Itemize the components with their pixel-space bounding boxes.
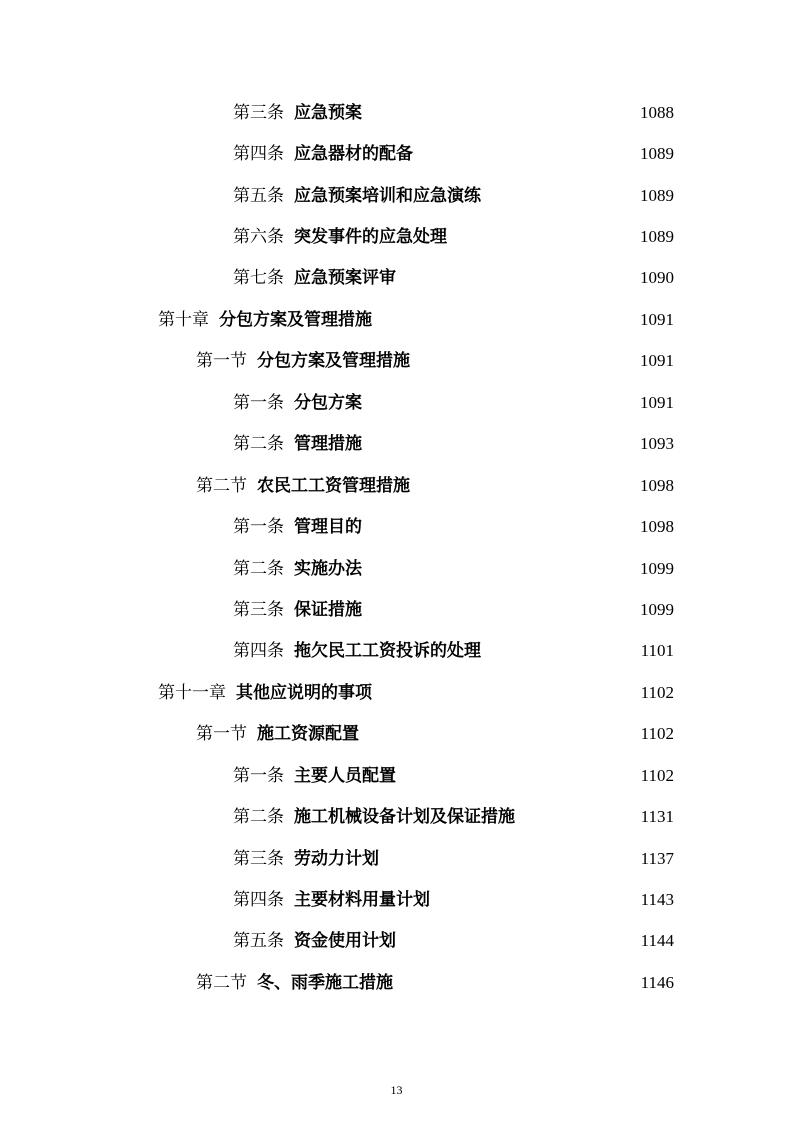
- toc-entry-number: 第五条: [233, 185, 284, 206]
- toc-entry-title: 应急器材的配备: [294, 144, 413, 165]
- toc-entry-number: 第二节: [196, 972, 247, 993]
- toc-entry-number: 第二条: [233, 807, 284, 828]
- toc-entry-title: 管理措施: [294, 434, 362, 455]
- toc-entry-title: 分包方案: [294, 392, 362, 413]
- toc-entry-content: [233, 766, 674, 786]
- toc-entry-content: [233, 517, 674, 537]
- toc-entry-page: 1144: [640, 931, 674, 951]
- toc-entry[interactable]: [0, 796, 793, 837]
- toc-entry-page: 1098: [640, 517, 674, 537]
- toc-entry-page: 1102: [640, 724, 674, 744]
- toc-entry-page: 1090: [640, 268, 674, 288]
- toc-entry-content: [233, 434, 674, 454]
- toc-entry[interactable]: [0, 714, 793, 755]
- toc-entry-content: [233, 559, 674, 579]
- toc-entry-page: 1091: [640, 351, 674, 371]
- toc-entry-content: [233, 600, 674, 620]
- toc-entry-title: 保证措施: [294, 599, 362, 620]
- toc-entry-number: 第二条: [233, 434, 284, 455]
- toc-entry-content: [233, 186, 674, 206]
- toc-entry-title: 管理目的: [294, 517, 362, 538]
- toc-entry-number: 第一节: [196, 351, 247, 372]
- toc-entry[interactable]: [0, 299, 793, 340]
- toc-entry-title: 劳动力计划: [294, 848, 379, 869]
- toc-entry[interactable]: [0, 921, 793, 962]
- toc-entry[interactable]: [0, 548, 793, 589]
- toc-entry-page: 1088: [640, 102, 674, 122]
- page-number: 13: [390, 1083, 403, 1097]
- toc-entry-content: [233, 807, 674, 827]
- toc-entry-number: 第二条: [233, 558, 284, 579]
- toc-entry-title: 其他应说明的事项: [236, 682, 372, 703]
- toc-entry-number: 第十一章: [158, 682, 226, 703]
- toc-entry-page: 1089: [640, 144, 674, 164]
- toc-entry-page: 1091: [640, 309, 674, 329]
- toc-entry-page: 1131: [640, 807, 674, 827]
- toc-entry[interactable]: [0, 838, 793, 879]
- toc-entry-title: 应急预案评审: [294, 268, 396, 289]
- toc-entry-content: [233, 849, 674, 869]
- toc-entry-content: [196, 973, 674, 993]
- toc-entry-title: 分包方案及管理措施: [219, 309, 372, 330]
- toc-entry-number: 第二节: [196, 475, 247, 496]
- toc-entry-content: [233, 103, 674, 123]
- table-of-contents: [0, 92, 793, 1004]
- toc-entry-number: 第三条: [233, 102, 284, 123]
- toc-entry[interactable]: [0, 879, 793, 920]
- toc-entry-title: 资金使用计划: [294, 931, 396, 952]
- toc-entry-page: 1146: [640, 972, 674, 992]
- toc-entry-content: [196, 724, 674, 744]
- toc-entry[interactable]: [0, 465, 793, 506]
- toc-entry-page: 1089: [640, 227, 674, 247]
- toc-entry-content: [196, 476, 674, 496]
- toc-entry-page: 1089: [640, 185, 674, 205]
- toc-entry[interactable]: [0, 962, 793, 1003]
- toc-entry-title: 实施办法: [294, 558, 362, 579]
- toc-entry[interactable]: [0, 755, 793, 796]
- toc-entry-page: 1143: [640, 890, 674, 910]
- toc-entry[interactable]: [0, 672, 793, 713]
- toc-entry-number: 第一条: [233, 765, 284, 786]
- toc-entry-number: 第四条: [233, 641, 284, 662]
- toc-entry-page: 1101: [640, 641, 674, 661]
- toc-entry-content: [233, 890, 674, 910]
- toc-entry-title: 分包方案及管理措施: [257, 351, 410, 372]
- toc-entry-page: 1098: [640, 475, 674, 495]
- toc-entry[interactable]: [0, 133, 793, 174]
- toc-entry-title: 农民工工资管理措施: [257, 475, 410, 496]
- toc-entry[interactable]: [0, 92, 793, 133]
- toc-entry-title: 突发事件的应急处理: [294, 227, 447, 248]
- toc-entry-title: 主要材料用量计划: [294, 890, 430, 911]
- toc-entry[interactable]: [0, 258, 793, 299]
- toc-entry[interactable]: [0, 631, 793, 672]
- toc-entry-content: [158, 310, 674, 330]
- toc-entry-title: 冬、雨季施工措施: [257, 972, 393, 993]
- toc-entry[interactable]: [0, 175, 793, 216]
- toc-entry-number: 第一条: [233, 392, 284, 413]
- toc-entry-title: 主要人员配置: [294, 765, 396, 786]
- toc-entry-content: [158, 683, 674, 703]
- toc-entry[interactable]: [0, 589, 793, 630]
- toc-entry-content: [233, 931, 674, 951]
- toc-entry-page: 1099: [640, 599, 674, 619]
- toc-entry-title: 应急预案培训和应急演练: [294, 185, 481, 206]
- toc-entry-number: 第四条: [233, 890, 284, 911]
- toc-entry-page: 1093: [640, 434, 674, 454]
- toc-entry-page: 1091: [640, 392, 674, 412]
- toc-entry-number: 第六条: [233, 227, 284, 248]
- toc-entry[interactable]: [0, 216, 793, 257]
- toc-entry-page: 1137: [640, 848, 674, 868]
- toc-entry[interactable]: [0, 341, 793, 382]
- toc-entry[interactable]: [0, 382, 793, 423]
- toc-entry-page: 1099: [640, 558, 674, 578]
- toc-entry-content: [233, 144, 674, 164]
- toc-entry-content: [233, 641, 674, 661]
- toc-entry-page: 1102: [640, 682, 674, 702]
- toc-entry-title: 应急预案: [294, 102, 362, 123]
- toc-entry-title: 施工资源配置: [257, 724, 359, 745]
- toc-entry-number: 第三条: [233, 848, 284, 869]
- toc-entry[interactable]: [0, 424, 793, 465]
- toc-entry-number: 第一节: [196, 724, 247, 745]
- toc-entry-page: 1102: [640, 765, 674, 785]
- toc-entry-content: [196, 351, 674, 371]
- toc-entry[interactable]: [0, 506, 793, 547]
- toc-entry-content: [233, 393, 674, 413]
- toc-entry-number: 第七条: [233, 268, 284, 289]
- toc-entry-number: 第三条: [233, 599, 284, 620]
- toc-entry-number: 第十章: [158, 309, 209, 330]
- toc-entry-content: [233, 227, 674, 247]
- toc-entry-title: 拖欠民工工资投诉的处理: [294, 641, 481, 662]
- toc-entry-number: 第一条: [233, 517, 284, 538]
- toc-entry-content: [233, 268, 674, 288]
- toc-entry-number: 第五条: [233, 931, 284, 952]
- toc-entry-title: 施工机械设备计划及保证措施: [294, 807, 515, 828]
- toc-entry-number: 第四条: [233, 144, 284, 165]
